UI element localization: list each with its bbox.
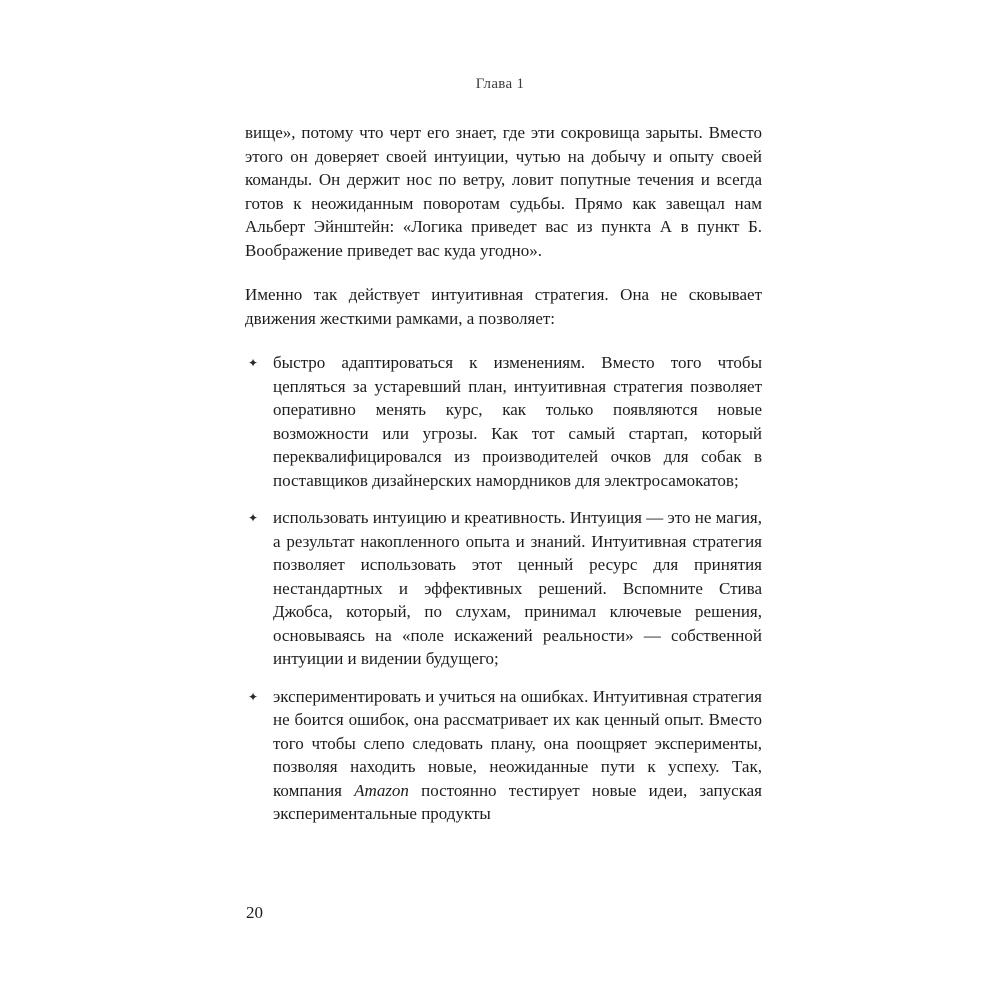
paragraph-continuation: вище», потому что черт его знает, где эти сокровища зарыты. Вместо этого он доверяет своей интуиции, чутью на добычу и опыту своей команды. Он держит нос по ветру, ловит попутные течения и всегда готов к неожиданным поворотам судьбы. Прямо как завещал нам Альберт Эйнштейн: «Логика приведет вас из пункта А в пункт Б. Воображение приведет вас куда угодно».: [245, 123, 762, 260]
running-header: Глава 1: [475, 76, 525, 92]
bullet-text: быстро адаптироваться к изменениям. Вместо того чтобы цепляться за устаревший план, интуитивная стратегия позволяет оперативно менять курс, как только появляются новые возможности или угрозы. Как тот самый стартап, который переквалифицировался из производителей очков для собак в поставщиков дизайнерских намордников для электросамокатов;: [273, 353, 762, 490]
bullet-text: использовать интуицию и креативность. Интуиция — это не магия, а результат накопленного опыта и знаний. Интуитивная стратегия позволяет использовать этот ценный ресурс для принятия нестандартных и эффективных решений. Вспомните Стива Джобса, который, по слухам, принимал ключевые решения, основываясь на «поле искажений реальности» — собственной интуиции и видении будущего;: [273, 508, 762, 668]
page-content: [245, 121, 762, 826]
bullet-item-intuition: [245, 506, 762, 671]
bullet-text-after: постоянно тестирует новые идеи, запуская экспериментальные продукты: [273, 780, 762, 823]
bullet-item-adaptation: [245, 351, 762, 492]
bullet-diamond-icon: ✦: [248, 511, 259, 525]
bullet-diamond-icon: ✦: [248, 689, 259, 704]
bullet-text-before: экспериментировать и учиться на ошибках. Интуитивная стратегия не боится ошибок, она рассматривает их как ценный опыт. Вместо того чтобы слепо следовать плану, она поощряет эксперименты, позволяя находить новые, неожиданные пути к успеху. Так, компания: [273, 686, 762, 800]
bullet-item-experiment: [245, 685, 762, 826]
company-name-italic: Amazon: [354, 780, 409, 800]
bullet-list: [245, 351, 762, 826]
page-number: 20: [246, 903, 263, 922]
bullet-diamond-icon: ✦: [248, 356, 259, 370]
paragraph-intro-list: Именно так действует интуитивная стратегия. Она не сковывает движения жесткими рамками, а позволяет:: [245, 285, 762, 328]
